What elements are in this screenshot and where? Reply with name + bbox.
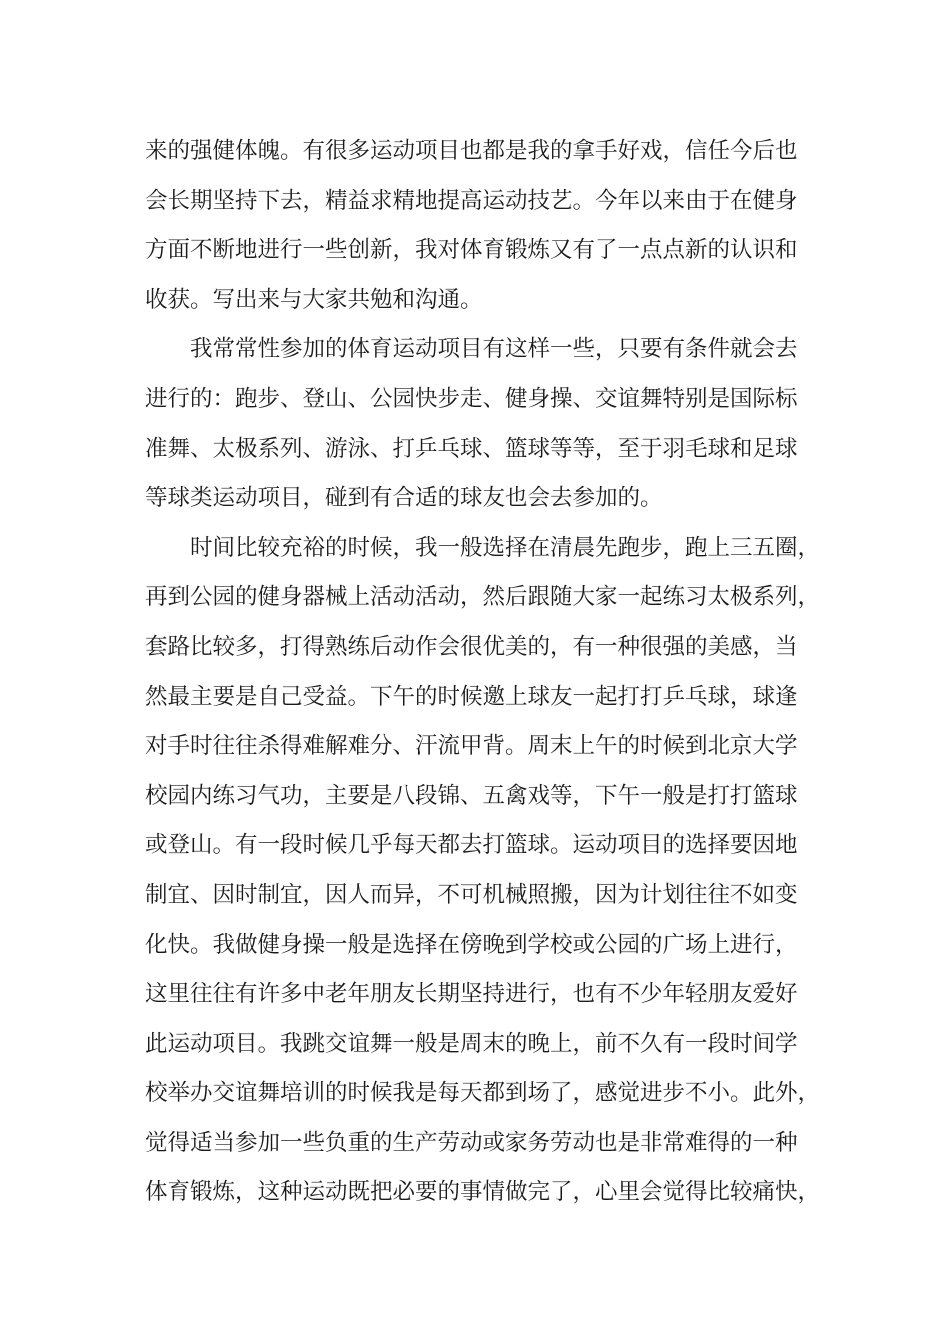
- text-line: 制宜、因时制宜，因人而异，不可机械照搬，因为计划往往不如变: [145, 881, 798, 908]
- text-line: 来的强健体魄。有很多运动项目也都是我的拿手好戏，信任今后也: [145, 138, 798, 164]
- text-line: 这里往往有许多中老年朋友长期坚持进行，也有不少年轻朋友爱好: [145, 981, 798, 1008]
- text-line: 方面不断地进行一些创新，我对体育锻炼又有了一点点新的认识和: [145, 237, 798, 264]
- text-line: 套路比较多，打得熟练后动作会很优美的，有一种很强的美感，当: [145, 633, 798, 660]
- text-line: 对手时往往杀得难解难分、汗流甲背。周末上午的时候到北京大学: [145, 733, 798, 760]
- text-line: 会长期坚持下去，精益求精地提高运动技艺。今年以来由于在健身: [145, 187, 798, 214]
- text-line: 觉得适当参加一些负重的生产劳动或家务劳动也是非常难得的一种: [145, 1129, 798, 1156]
- text-line: 准舞、太极系列、游泳、打乒乓球、篮球等等，至于羽毛球和足球: [145, 435, 798, 462]
- text-line: 进行的：跑步、登山、公园快步走、健身操、交谊舞特别是国际标: [145, 385, 798, 412]
- text-line: 等球类运动项目，碰到有合适的球友也会去参加的。: [145, 485, 663, 512]
- text-line: 然最主要是自己受益。下午的时候邀上球友一起打打乒乓球，球逢: [145, 683, 798, 710]
- text-line: 再到公园的健身器械上活动活动，然后跟随大家一起练习太极系列，: [145, 584, 821, 611]
- text-line: 校举办交谊舞培训的时候我是每天都到场了，感觉进步不小。此外，: [145, 1080, 821, 1107]
- text-line: 收获。写出来与大家共勉和沟通。: [145, 286, 483, 313]
- text-line: 校园内练习气功，主要是八段锦、五禽戏等，下午一般是打打篮球: [145, 782, 798, 809]
- text-line: 化快。我做健身操一般是选择在傍晚到学校或公园的广场上进行，: [145, 931, 798, 958]
- text-line: 或登山。有一段时候几乎每天都去打篮球。运动项目的选择要因地: [145, 832, 798, 859]
- paragraph-first-line: 我常常性参加的体育运动项目有这样一些，只要有条件就会去: [190, 336, 798, 363]
- body-text: [145, 127, 821, 1218]
- text-line: 此运动项目。我跳交谊舞一般是周末的晚上，前不久有一段时间学: [145, 1030, 798, 1057]
- paragraph-first-line: 时间比较充裕的时候，我一般选择在清晨先跑步，跑上三五圈，: [190, 534, 821, 561]
- text-line: 体育锻炼，这种运动既把必要的事情做完了，心里会觉得比较痛快，: [145, 1179, 821, 1206]
